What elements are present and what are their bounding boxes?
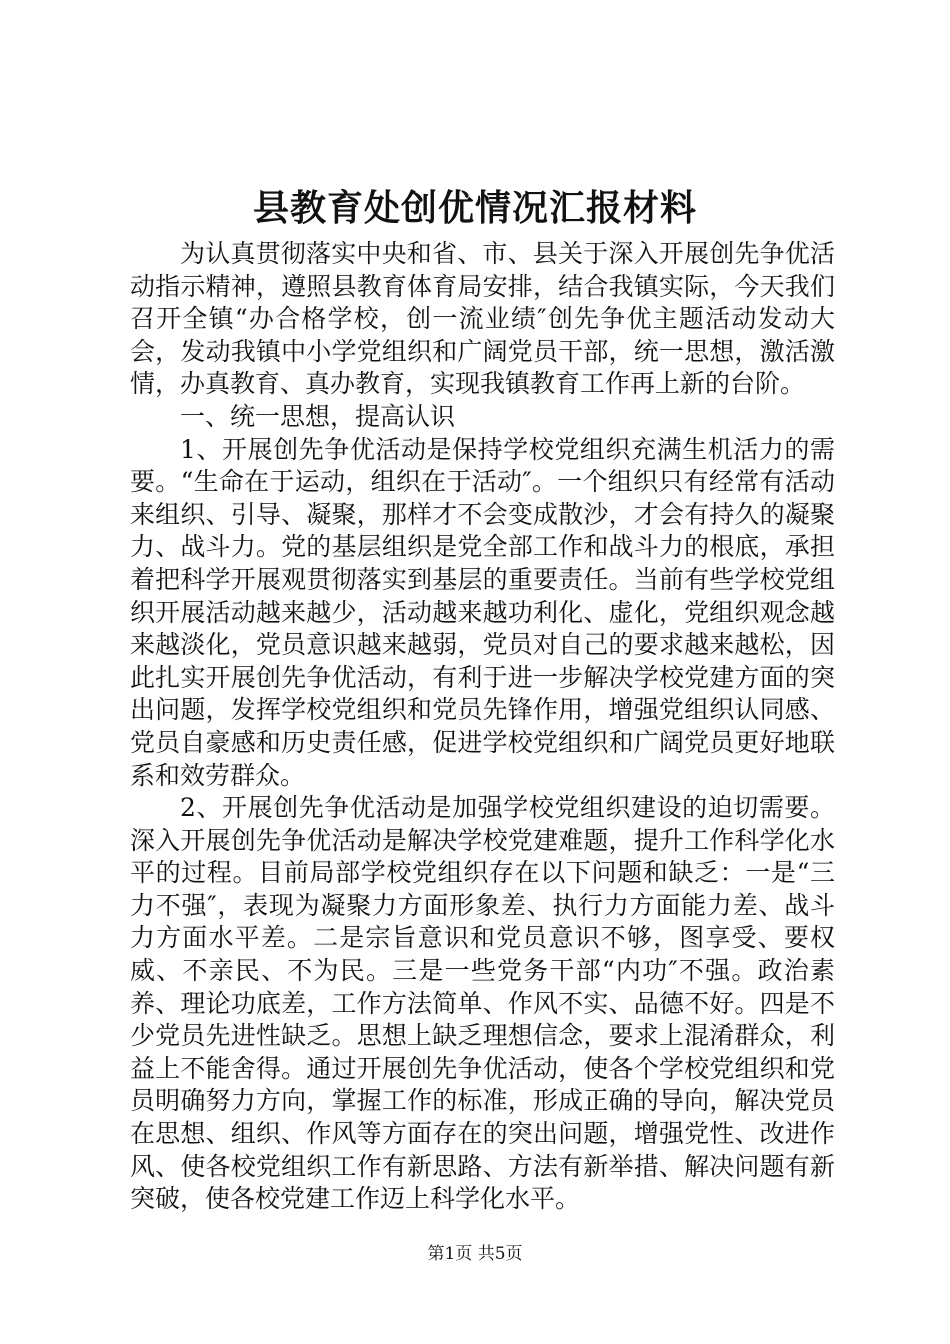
paragraph-point-1: 1、开展创先争优活动是保持学校党组织充满生机活力的需要。“生命在于运动，组织在于活动″。一个组织只有经常有活动来组织、引导、凝聚，那样才不会变成散沙，才会有持久的凝聚力、战斗力。党的基层组织是党全部工作和战斗力的根底，承担着把科学开展观贯彻落实到基层的重要责任。当前有些学校党组织开展活动越来越少，活动越来越功利化、虚化，党组织观念越来越淡化，党员意识越来越弱，党员对自己的要求越来越松，因此扎实开展创先争优活动，有利于进一步解决学校党建方面的突出问题，发挥学校党组织和党员先锋作用，增强党组织认同感、党员自豪感和历史责任感，促进学校党组织和广阔党员更好地联系和效劳群众。 xyxy=(130,434,835,790)
paragraph-point-2: 2、开展创先争优活动是加强学校党组织建设的迫切需要。深入开展创先争优活动是解决学校党建难题，提升工作科学化水平的过程。目前局部学校党组织存在以下问题和缺乏：一是“三力不强″，表现为凝聚力方面形象差、执行力方面能力差、战斗力方面水平差。二是宗旨意识和党员意识不够，图享受、要权威、不亲民、不为民。三是一些党务干部“内功″不强。政治素养、理论功底差，工作方法简单、作风不实、品德不好。四是不少党员先进性缺乏。思想上缺乏理想信念，要求上混淆群众，利益上不能舍得。通过开展创先争优活动，使各个学校党组织和党员明确努力方向，掌握工作的标准，形成正确的导向，解决党员在思想、组织、作风等方面存在的突出问题，增强党性、改进作风、使各校党组织工作有新思路、方法有新举措、解决问题有新突破，使各校党建工作迈上科学化水平。 xyxy=(130,793,835,1214)
document-body xyxy=(130,238,835,1216)
paragraph-intro: 为认真贯彻落实中央和省、市、县关于深入开展创先争优活动指示精神，遵照县教育体育局安排，结合我镇实际，今天我们召开全镇“办合格学校，创一流业绩″创先争优主题活动发动大会，发动我镇中小学党组织和广阔党员干部，统一思想，激活激情，办真教育、真办教育，实现我镇教育工作再上新的台阶。 xyxy=(130,239,835,399)
page-number-footer: 第1页 共5页 xyxy=(427,1244,523,1264)
document-title: 县教育处创优情况汇报材料 xyxy=(252,187,697,229)
section-heading-1: 一、统一思想，提高认识 xyxy=(180,401,456,431)
